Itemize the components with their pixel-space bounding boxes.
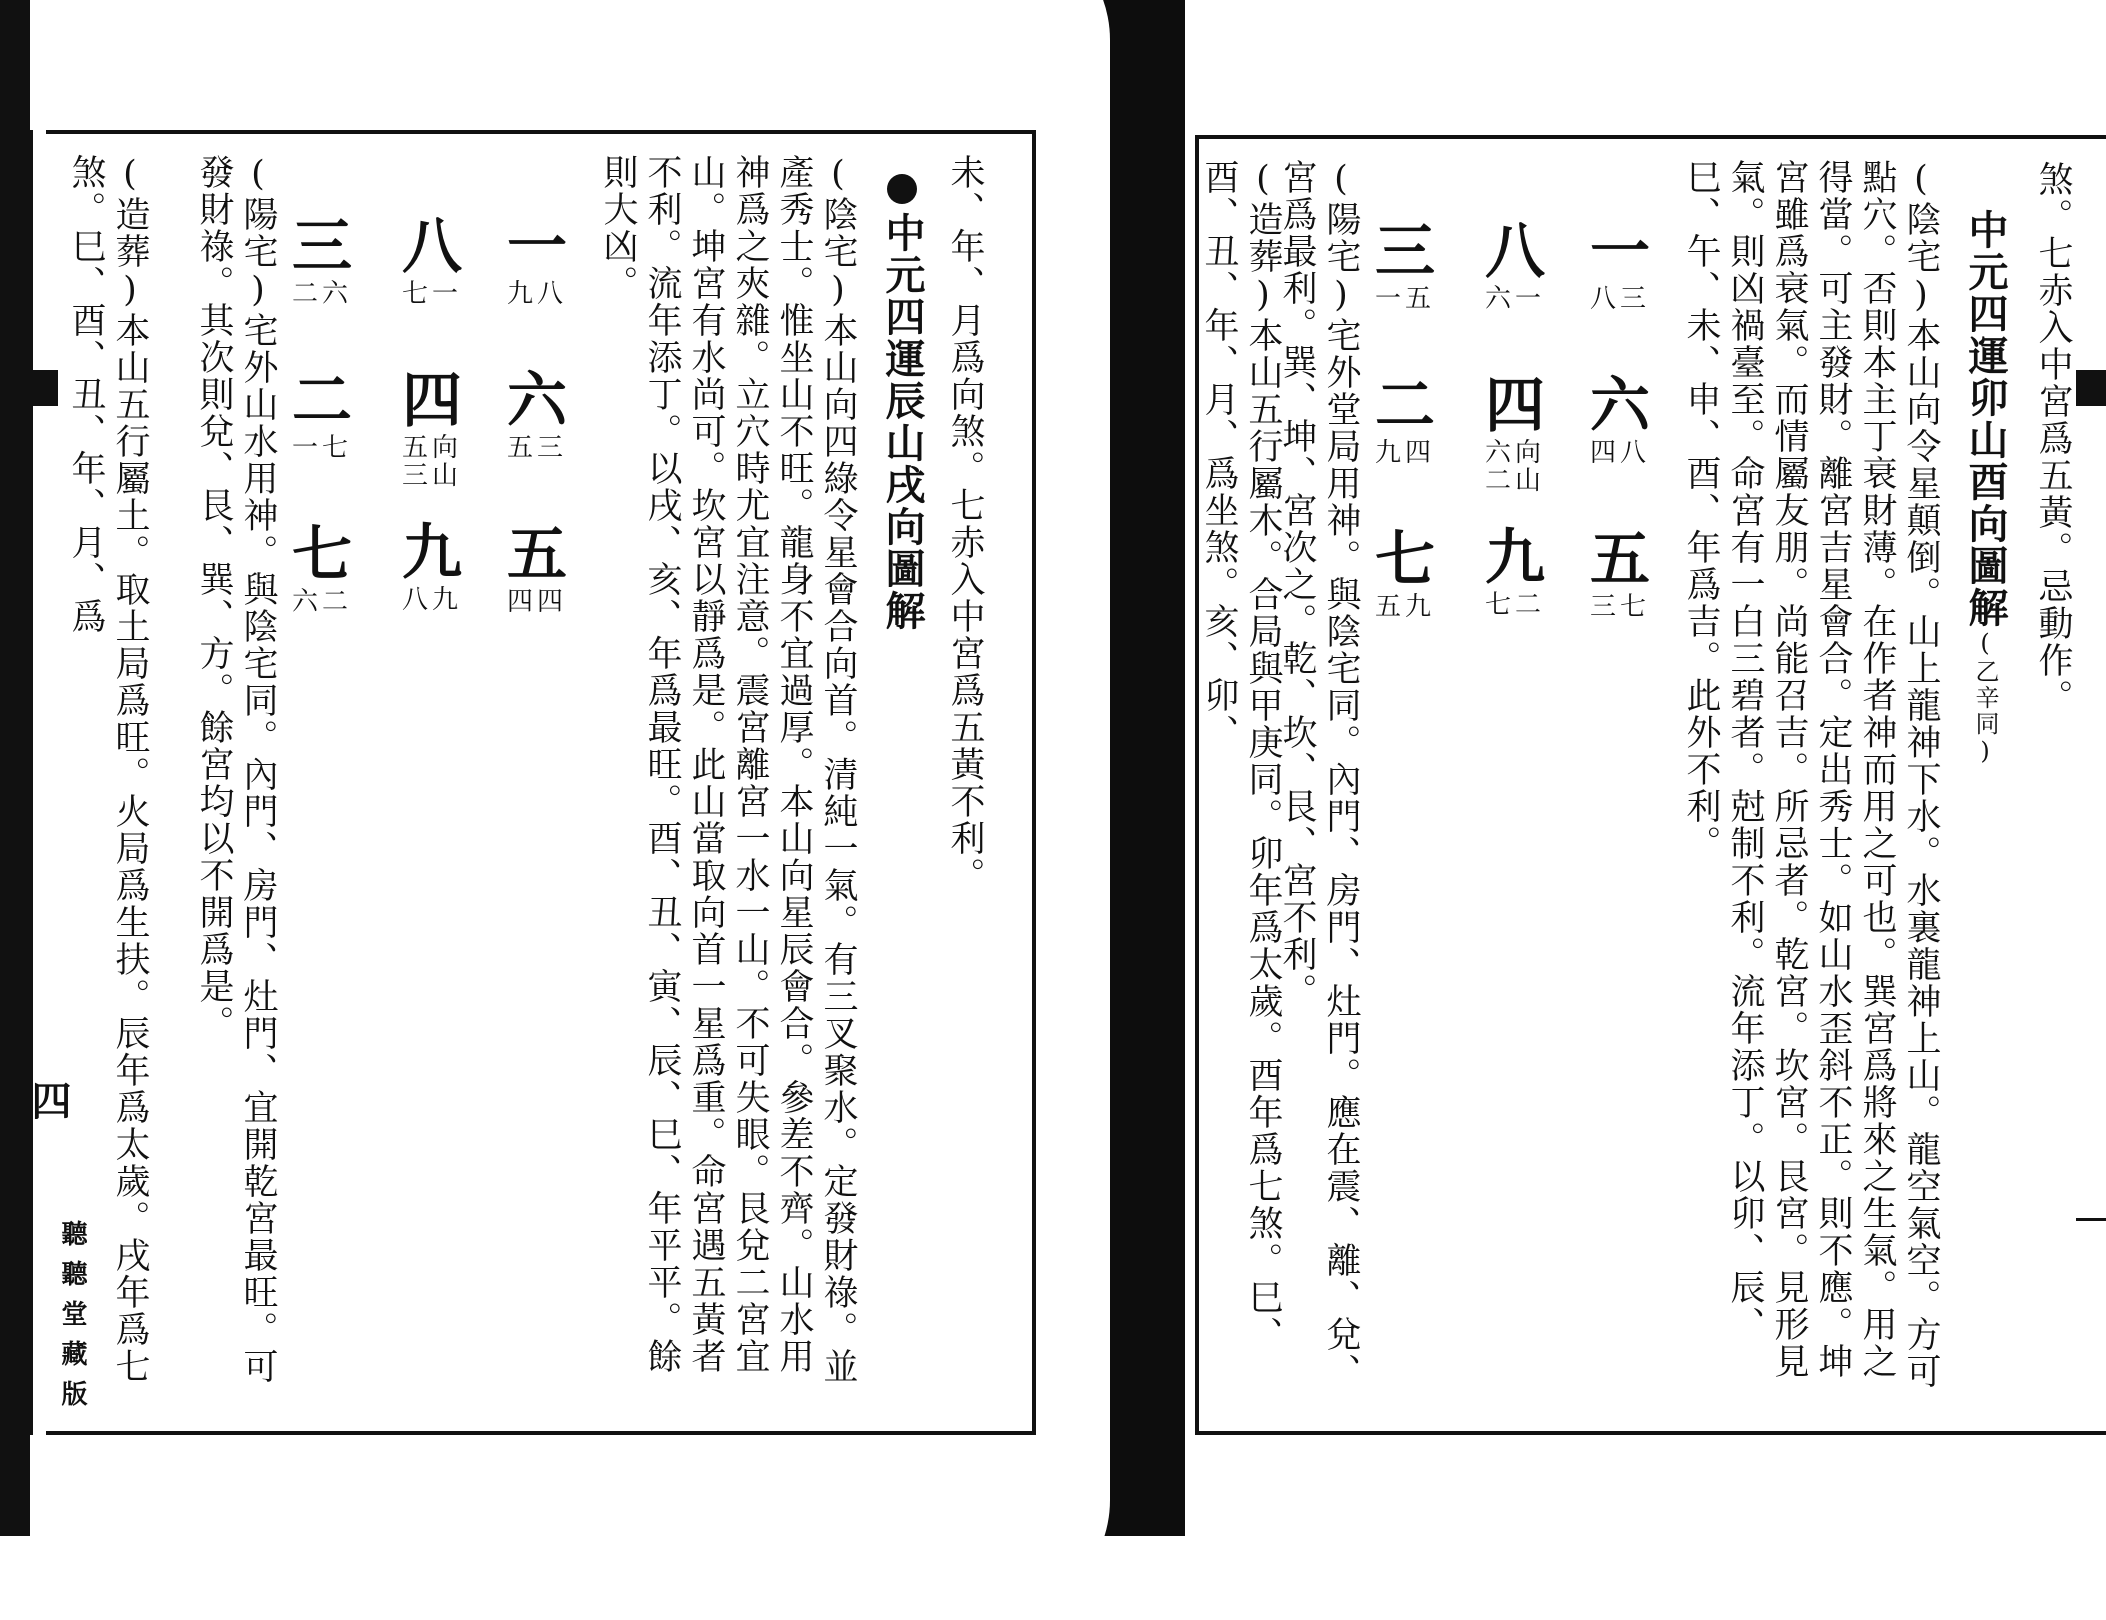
left-binding-edge bbox=[0, 0, 30, 1536]
star-small: 五九 bbox=[1374, 592, 1435, 622]
margin-rule-right bbox=[2076, 1218, 2106, 1221]
star-big: 一 bbox=[506, 212, 567, 282]
star-big: 四 bbox=[401, 366, 462, 436]
flying-star-column-3 bbox=[292, 214, 352, 616]
star-small: 六二 bbox=[291, 587, 352, 617]
zao-paragraph bbox=[64, 154, 152, 1394]
yang-label: (陽宅) bbox=[1321, 159, 1361, 317]
star-big: 六 bbox=[1589, 371, 1650, 441]
studio-mark: 聽聽堂藏版 bbox=[57, 1220, 87, 1420]
star-big: 七 bbox=[1374, 525, 1435, 595]
right-page bbox=[1195, 135, 2106, 1435]
title-text: 中元四運辰山戌向圖解 bbox=[879, 212, 926, 632]
margin-tab-right bbox=[2076, 370, 2106, 406]
star-big: 一 bbox=[1589, 217, 1650, 287]
yang-paragraph bbox=[1275, 159, 1363, 1399]
section-title bbox=[880, 174, 924, 632]
yang-text: 宅外堂局用神。與陰宅同。內門、房門、灶門。應在震、離、兌、宮爲最利。巽、坤、宮次之。乾、坎、艮、宮不利。 bbox=[1277, 159, 1361, 1390]
star-small: 七一 bbox=[401, 279, 462, 309]
yin-text: 本山向四綠令星會合向首。清純一氣。有三叉聚水。定發財祿。並產秀士。惟坐山不旺。龍身不宜過厚。本山向星辰會合。參差不齊。山水用神爲之夾雜。立穴時尤宜注意。震宮離宮一水一山。不可失眼。艮兌二宮宜山。坤宮有水尚可。坎宮以靜爲是。此山當取向首一星爲重。命宮遇五黃者不利。流年添丁。以戌、亥、年爲最旺。酉、丑、寅、辰、巳、年平平。餘則大凶。 bbox=[598, 154, 858, 1385]
yang-label: (陽宅) bbox=[238, 154, 278, 312]
star-small: 五三 bbox=[506, 433, 567, 463]
continuation-column: 煞。七赤入中宮爲五黃。忌動作。 bbox=[2033, 161, 2073, 716]
star-small: 三山 bbox=[401, 461, 462, 491]
zao-label: (造葬) bbox=[1243, 159, 1283, 317]
star-small: 四四 bbox=[506, 587, 567, 617]
star-big: 三 bbox=[291, 212, 352, 282]
star-big: 五 bbox=[506, 520, 567, 590]
star-small: 一五 bbox=[1374, 284, 1435, 314]
star-big: 二 bbox=[291, 366, 352, 436]
star-small: 九四 bbox=[1374, 438, 1435, 468]
continuation-column: 未、年、月爲向煞。七赤入中宮爲五黃不利。 bbox=[945, 154, 985, 894]
star-small: 三七 bbox=[1589, 592, 1650, 622]
star-small: 四八 bbox=[1589, 438, 1650, 468]
flying-star-column-2 bbox=[402, 214, 462, 614]
yin-label: (陰宅) bbox=[1901, 159, 1941, 317]
star-big: 八 bbox=[401, 212, 462, 282]
flying-star-column-1 bbox=[507, 214, 567, 616]
star-tag: 六向 bbox=[1484, 438, 1545, 468]
zao-paragraph bbox=[1197, 159, 1285, 1399]
star-small: 一七 bbox=[291, 433, 352, 463]
star-big: 六 bbox=[506, 366, 567, 436]
margin-tab bbox=[30, 370, 58, 406]
star-big: 八 bbox=[1484, 217, 1545, 287]
star-small: 六一 bbox=[1484, 284, 1545, 314]
star-small: 二山 bbox=[1484, 466, 1545, 496]
star-big: 二 bbox=[1374, 371, 1435, 441]
zao-text: 本山五行屬木。合局與甲庚同。卯年爲太歲。酉年爲七煞。巳、酉、丑、年、月、爲坐煞。亥、卯、 bbox=[1199, 159, 1283, 1353]
yin-paragraph bbox=[1679, 159, 1943, 1399]
star-small: 八九 bbox=[401, 585, 462, 615]
yin-paragraph bbox=[596, 154, 860, 1394]
left-page bbox=[46, 130, 1036, 1435]
star-big: 九 bbox=[1484, 523, 1545, 593]
star-big: 四 bbox=[1484, 371, 1545, 441]
zao-text: 本山五行屬土。取土局爲旺。火局爲生扶。辰年爲太歲。戌年爲七煞。巳、酉、丑、年、月、爲 bbox=[66, 154, 150, 1385]
flying-star-column-2 bbox=[1485, 219, 1545, 619]
folio-number: 四 bbox=[25, 1080, 72, 1120]
star-small: 二六 bbox=[291, 279, 352, 309]
yin-label: (陰宅) bbox=[818, 154, 858, 312]
title-text: 中元四運卯山酉向圖解 bbox=[1962, 209, 2009, 629]
star-small: 七二 bbox=[1484, 590, 1545, 620]
star-big: 五 bbox=[1589, 525, 1650, 595]
section-title bbox=[1963, 209, 2007, 767]
bullet-icon bbox=[887, 174, 917, 204]
yang-paragraph bbox=[192, 154, 280, 1394]
zao-label: (造葬) bbox=[110, 154, 150, 312]
star-big: 三 bbox=[1374, 217, 1435, 287]
star-tag: 五向 bbox=[401, 433, 462, 463]
star-big: 七 bbox=[291, 520, 352, 590]
left-margin-rule bbox=[30, 130, 33, 1435]
flying-star-column-1 bbox=[1590, 219, 1650, 621]
flying-star-column-3 bbox=[1375, 219, 1435, 621]
yang-text: 宅外山水用神。與陰宅同。內門、房門、灶門、宜開乾宮最旺。可發財祿。其次則兌、艮、巽、方。餘宮均以不開爲是。 bbox=[194, 154, 278, 1385]
star-small: 八三 bbox=[1589, 284, 1650, 314]
star-small: 九八 bbox=[506, 279, 567, 309]
yin-text: 本山向令星顛倒。山上龍神下水。水裏龍神上山。龍空氣空。方可點穴。否則本主丁衰財薄。在作者神而用之可也。巽宮爲將來之生氣。用之得當。可主發財。離宮吉星會合。定出秀士。如山水歪斜不正。則不應。坤宮雖爲衰氣。而情屬友朋。尚能召吉。所忌者。乾宮。坎宮。艮宮。見形見氣。則凶禍臺至。命宮有一白三碧者。尅制不利。流年添丁。以卯、辰、巳、午、未、申、酉、年爲吉。此外不利。 bbox=[1681, 159, 1941, 1390]
star-big: 九 bbox=[401, 518, 462, 588]
title-note: (乙辛同) bbox=[1971, 629, 1999, 767]
